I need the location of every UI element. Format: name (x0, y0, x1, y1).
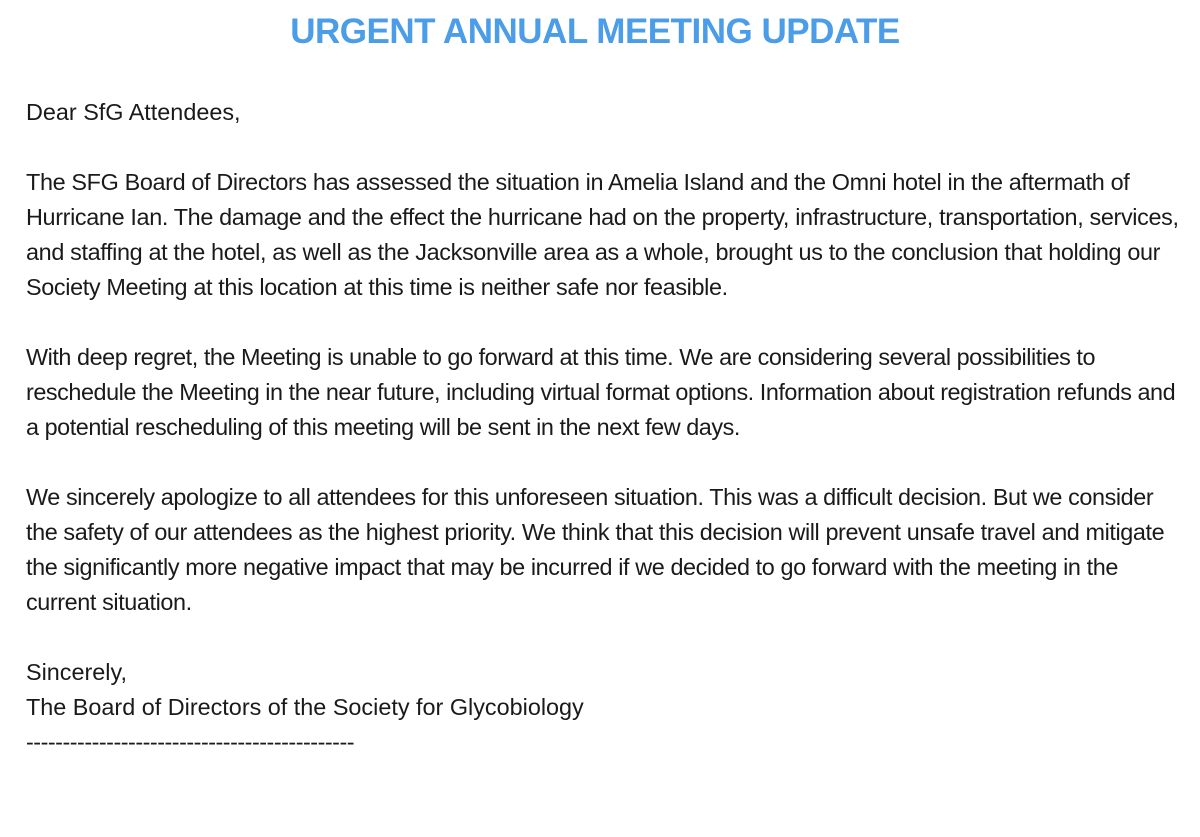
page-title: URGENT ANNUAL MEETING UPDATE (290, 12, 900, 51)
letter-paragraph: The SFG Board of Directors has assessed the situation in Amelia Island and the Omni hotel in the aftermath of Hurricane Ian. The damage and the effect the hurricane had on the property, infrastructure, transportation, services, and staffing at the hotel, as well as the Jacksonville area as a whole, brought us to the conclusion that holding our Society Meeting at this location at this time is neither safe nor feasible. (26, 169, 1179, 300)
letter-body (26, 95, 1186, 760)
letter-signature: The Board of Directors of the Society for Glycobiology (26, 694, 584, 720)
letter-paragraph: We sincerely apologize to all attendees for this unforeseen situation. This was a difficult decision. But we consider the safety of our attendees as the highest priority. We think that this decision will prevent unsafe travel and mitigate the significantly more negative impact that may be incurred if we decided to go forward with the meeting in the current situation. (26, 484, 1165, 615)
letter-signoff: Sincerely, (26, 659, 127, 685)
separator-line: --------------------------------------------- (26, 729, 355, 755)
letter-paragraph: With deep regret, the Meeting is unable to go forward at this time. We are considering several possibilities to reschedule the Meeting in the near future, including virtual format options. Information about registration refunds and a potential rescheduling of this meeting will be sent in the next few days. (26, 344, 1176, 440)
letter-greeting: Dear SfG Attendees, (26, 99, 241, 125)
